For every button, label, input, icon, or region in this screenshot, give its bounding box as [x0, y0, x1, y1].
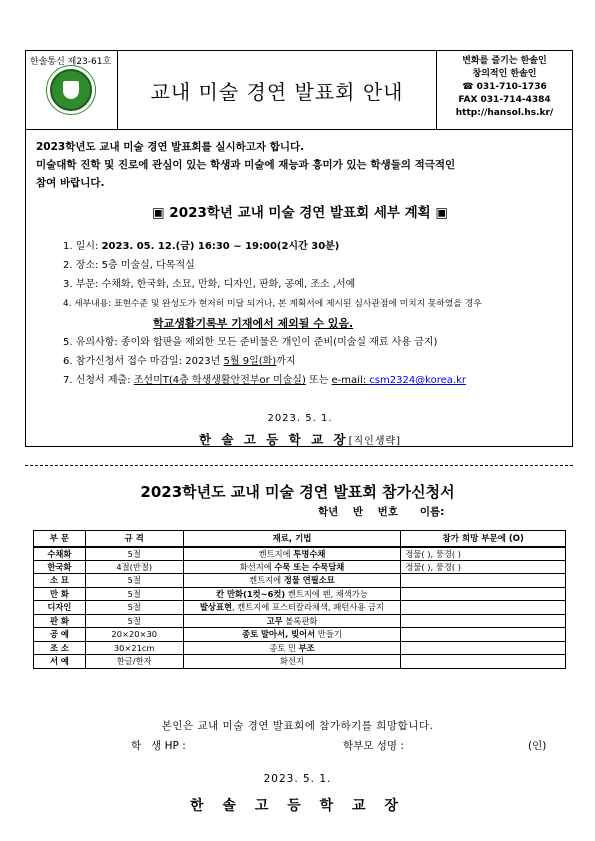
- submit-or: 또는: [305, 375, 332, 387]
- wish-cell[interactable]: [401, 628, 566, 642]
- notice-signature: [26, 430, 574, 448]
- school-url: http://hansol.hs.kr/: [455, 108, 554, 118]
- plan-item-date-value: 2023. 05. 12.(금) 16:30 ~ 19:00(2시간 30분): [101, 241, 340, 252]
- email-label: e-mail:: [331, 375, 370, 387]
- material-text: 화선지에: [239, 561, 275, 572]
- slogan-1: 변화를 즐기는 한솔인: [462, 56, 547, 66]
- category-cell: 한국화: [34, 560, 86, 574]
- notice-date: 2023. 5. 1.: [267, 413, 333, 424]
- application-table: [33, 530, 566, 669]
- plan-item-categories: 3. 부문: 수채화, 한국화, 소묘, 만화, 디자인, 판화, 공예, 조소 ,서예: [63, 279, 356, 291]
- size-cell: 5절: [85, 574, 183, 588]
- category-cell: 공 예: [34, 628, 86, 642]
- document-number: 한솔통신 제23-61호: [30, 57, 112, 67]
- notice-section: [25, 130, 573, 447]
- plan-item-deadline-end: 까지: [276, 356, 296, 368]
- letterhead-left: [26, 51, 118, 129]
- material-cell: [183, 601, 401, 615]
- seal-mark: (인): [528, 740, 547, 752]
- plan-list: [63, 237, 573, 391]
- email-link[interactable]: csm2324@korea.kr: [369, 375, 466, 387]
- category-cell: 조 소: [34, 641, 86, 655]
- size-cell: 5절: [85, 601, 183, 615]
- size-cell: 5절: [85, 547, 183, 561]
- plan-subtitle: ▣ 2023학년 교내 미술 경연 발표회 세부 계획 ▣: [151, 205, 449, 221]
- table-row: [34, 655, 566, 669]
- header-size: 규 격: [85, 531, 183, 547]
- cut-line-divider: [25, 465, 573, 466]
- plan-item-deadline: [63, 352, 573, 371]
- table-row: [34, 560, 566, 574]
- form-title: 2023학년도 교내 미술 경연 발표회 참가신청서: [140, 483, 455, 501]
- plan-item-details-note: 학교생활기록부 기재에서 제외될 수 있음.: [153, 316, 354, 330]
- material-emphasis: 고무: [266, 615, 283, 626]
- material-cell: [183, 587, 401, 601]
- material-cell: [183, 574, 401, 588]
- student-phone-label: 학 생 HP :: [131, 740, 186, 752]
- size-cell: 30×21cm: [85, 641, 183, 655]
- material-text: 켄트지에: [249, 575, 284, 586]
- table-row: [34, 628, 566, 642]
- submit-place: 조선미T(4층 학생생활안전부or 미술실): [133, 375, 306, 387]
- material-cell: [183, 560, 401, 574]
- category-cell: 디자인: [34, 601, 86, 615]
- material-emphasis: 칸 만화(1컷~6컷): [216, 588, 286, 599]
- intro-line-3: 참여 바랍니다.: [36, 177, 105, 189]
- wish-cell[interactable]: [401, 655, 566, 669]
- table-row: [34, 574, 566, 588]
- size-cell: 5절: [85, 587, 183, 601]
- header-material: 재료, 기법: [183, 531, 401, 547]
- size-cell: 한글/한자: [85, 655, 183, 669]
- size-cell: 4절(반절): [85, 560, 183, 574]
- material-cell: [183, 641, 401, 655]
- slogan-2: 창의적인 한솔인: [472, 69, 537, 79]
- table-row: [34, 601, 566, 615]
- category-cell: 판 화: [34, 614, 86, 628]
- header-category: 부 문: [34, 531, 86, 547]
- wish-cell[interactable]: [401, 601, 566, 615]
- size-cell: 20×20×30: [85, 628, 183, 642]
- phone-number: ☎ 031-710-1736: [462, 82, 547, 92]
- table-row: [34, 547, 566, 561]
- intro-text: [36, 138, 566, 192]
- material-text: 켄트지에: [258, 548, 294, 559]
- table-header-row: [34, 531, 566, 547]
- size-cell: 5절: [85, 614, 183, 628]
- material-cell: [183, 547, 401, 561]
- category-cell: 소 묘: [34, 574, 86, 588]
- material-suffix: 만들기: [315, 629, 342, 640]
- intro-line-2: 미술대학 진학 및 진로에 관심이 있는 학생과 미술에 재능과 흥미가 있는 학생들의 적극적인: [36, 159, 456, 171]
- application-statement: 본인은 교내 미술 경연 발표회에 참가하기를 희망합니다.: [161, 720, 434, 732]
- document-title: 교내 미술 경연 발표회 안내: [118, 51, 437, 129]
- material-suffix: 켄트지에 펜, 채색가능: [285, 588, 368, 599]
- letterhead: [25, 50, 573, 130]
- wish-cell[interactable]: [401, 587, 566, 601]
- plan-item-date-label: 1. 일시:: [63, 241, 102, 252]
- table-row: [34, 641, 566, 655]
- material-emphasis: 수묵 또는 수묵담채: [274, 561, 345, 572]
- category-cell: 서 예: [34, 655, 86, 669]
- material-cell: [183, 614, 401, 628]
- wish-cell[interactable]: 정물( ), 풍경( ): [401, 560, 566, 574]
- plan-item-submit: [63, 371, 573, 390]
- material-cell: [183, 628, 401, 642]
- wish-cell[interactable]: [401, 574, 566, 588]
- fax-number: FAX 031-714-4384: [458, 95, 551, 105]
- category-cell: 수채화: [34, 547, 86, 561]
- plan-item-details: 4. 세부내용: 표현수준 및 완성도가 현저히 미달 되거나, 본 계획서에 제시된 심사관점에 미치지 못하였을 경우: [63, 298, 482, 309]
- material-suffix: 볼록판화: [282, 615, 318, 626]
- table-row: [34, 614, 566, 628]
- material-emphasis: 발상표현: [199, 602, 232, 613]
- student-info-line: 학년 반 번호 이름:: [318, 506, 445, 518]
- material-text: 종토 민: [269, 642, 299, 653]
- plan-item-submit-label: 7. 신청서 제출:: [63, 375, 134, 387]
- school-contact: [437, 51, 572, 129]
- material-suffix: , 캔트지에 포스터칼라채색, 패턴사용 금지: [231, 602, 385, 613]
- wish-cell[interactable]: 정물( ), 풍경( ): [401, 547, 566, 561]
- plan-item-date: [63, 237, 573, 256]
- material-emphasis: 부조: [298, 642, 315, 653]
- wish-cell[interactable]: [401, 614, 566, 628]
- parent-name-label: 학부모 성명 :: [343, 740, 404, 752]
- material-emphasis: 종토 말아서, 빚어서: [242, 629, 316, 640]
- category-cell: 만 화: [34, 587, 86, 601]
- header-wish: 참가 희망 부문에 (O): [401, 531, 566, 547]
- material-cell: [183, 655, 401, 669]
- plan-item-deadline-label: 6. 참가신청서 접수 마감일: 2023년: [63, 356, 224, 368]
- intro-line-1: 2023학년도 교내 미술 경연 발표회를 실시하고자 합니다.: [36, 141, 305, 153]
- form-date: 2023. 5. 1.: [263, 773, 332, 785]
- material-emphasis: 정물 연필소묘: [283, 575, 335, 586]
- seal-omitted: [직인생략]: [348, 436, 402, 447]
- material-text: 화선지: [279, 656, 305, 667]
- school-principal: 한 솔 고 등 학 교 장: [198, 432, 349, 447]
- table-row: [34, 587, 566, 601]
- wish-cell[interactable]: [401, 641, 566, 655]
- form-signature: 한 솔 고 등 학 교 장: [190, 798, 405, 814]
- plan-item-deadline-date: 5월 9일(화): [223, 356, 277, 368]
- plan-item-caution: 5. 유의사항: 종이와 합판을 제외한 모든 준비물은 개인이 준비(미술실 재료 사용 금지): [63, 337, 438, 349]
- plan-item-place: 2. 장소: 5층 미술실, 다목적실: [63, 260, 195, 272]
- material-emphasis: 투명수채: [293, 548, 326, 559]
- school-emblem-icon: [50, 69, 92, 111]
